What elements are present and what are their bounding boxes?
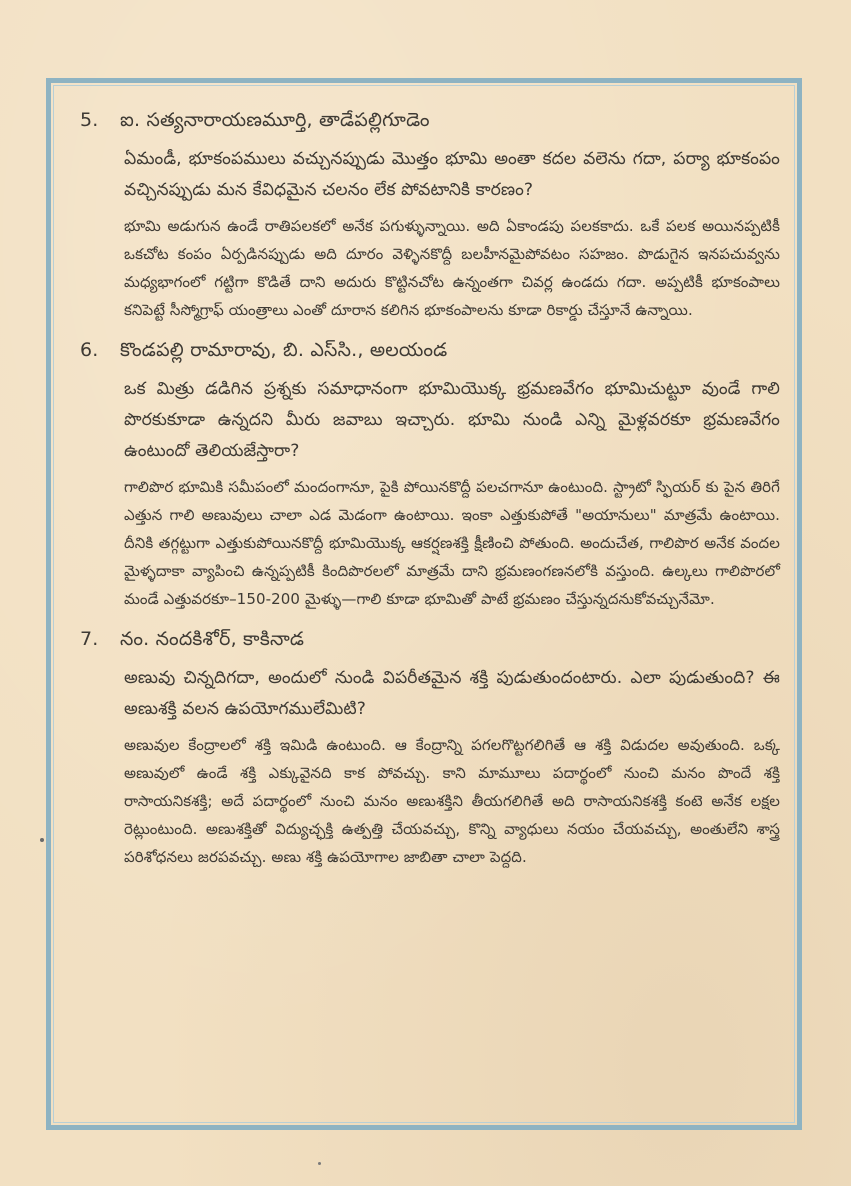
question-number: 7. [80,628,99,650]
question-text: అణువు చిన్నదిగదా, అందులో నుండి విపరీతమైన శక్తి పుడుతుందంటారు. ఎలా పుడుతుంది? ఈ అణుశక్తి వలన ఉపయోగములేమిటి? [124,668,780,719]
qa-column [80,106,780,883]
qa-item-5 [80,106,780,324]
question-text: ఏమండీ, భూకంపములు వచ్చునప్పుడు మొత్తం భూమి అంతా కదల వలెను గదా, పర్యా భూకంపం వచ్చినప్పుడు మన కేవిధమైన చలనం లేక పోవటానికి కారణం? [124,149,780,200]
question-number: 5. [80,109,99,131]
speck [40,838,44,842]
question-text: ఒక మిత్రు డడిగిన ప్రశ్నకు సమాధానంగా భూమియొక్క భ్రమణవేగం భూమిచుట్టూ వుండే గాలి పొరకుకూడా ఉన్నదని మీరు జవాబు ఇచ్చారు. భూమి నుండి ఎన్ని మైళ్లవరకూ భ్రమణవేగం ఉంటుందో తెలియజేస్తారా? [124,379,780,461]
answer-text: గాలిపొర భూమికి సమీపంలో మందంగానూ, పైకి పోయినకొద్దీ పలచగానూ ఉంటుంది. స్ట్రాటో స్ఫియర్ కు పైన తిరిగే ఎత్తున గాలి అణువులు చాలా ఎడ మెడంగా ఉంటాయి. ఇంకా ఎత్తుకుపోతే "అయానులు" మాత్రమే ఉంటాయి. దీనికి తగ్గట్టుగా ఎత్తుకుపోయినకొద్దీ భూమియొక్క ఆకర్షణశక్తి క్షీణించి పోతుంది. అందుచేత, గాలిపొర అనేక వందల మైళ్ళదాకా వ్యాపించి ఉన్నప్పటికీ కిందిపొరలలో మాత్రమే దాని భ్రమణంగణనలోకి వస్తుంది. ఉల్కలు గాలిపొరలో మండే ఎత్తువరకూ–150-200 మైళ్ళు—గాలి కూడా భూమితో పాటే భ్రమణం చేస్తున్నదనుకోవచ్చునేమో. [124,478,780,608]
asker-name: ఐ. సత్యనారాయణమూర్తి, తాడేపల్లిగూడెం [120,109,430,131]
asker-name: కొండపల్లి రామారావు, బి. ఎస్‌సి., అలయండ [120,339,448,361]
question-header [80,336,780,364]
answer-text: భూమి అడుగున ఉండే రాతిపలకలో అనేక పగుళ్ళున్నాయి. అది ఏకాండపు పలకకాదు. ఒకే పలక అయినప్పటికీ ఒకచోట కంపం ఏర్పడినప్పుడు అది దూరం వెళ్ళినకొద్దీ బలహీనమైపోవటం సహజం. పొడుగైన ఇనపచువ్వను మధ్యభాగంలో గట్టిగా కొడితే దాని అదురు కొట్టినచోట ఉన్నంతగా చివర్ల ఉండదు గదా. అప్పటికీ భూకంపాలు కనిపెట్టే సీస్మోగ్రాఫ్ యంత్రాలు ఎంతో దూరాన కలిగిన భూకంపాలను కూడా రికార్డు చేస్తూనే ఉన్నాయి. [124,217,780,319]
question-header [80,625,780,653]
question-number: 6. [80,339,99,361]
qa-item-7 [80,625,780,871]
qa-item-6 [80,336,780,613]
asker-name: నం. నందకిశోర్, కాకినాడ [120,628,305,650]
speck [318,1162,321,1165]
answer-text: అణువుల కేంద్రాలలో శక్తి ఇమిడి ఉంటుంది. ఆ కేంద్రాన్ని పగలగొట్టగలిగితే ఆ శక్తి విడుదల అవుతుంది. ఒక్క అణువులో ఉండే శక్తి ఎక్కువైనది కాక పోవచ్చు. కాని మామూలు పదార్థంలో నుంచి మనం పొందే శక్తి రాసాయనికశక్తి; అదే పదార్థంలో నుంచి మనం అణుశక్తిని తీయగలిగితే అది రాసాయనికశక్తి కంటె అనేక లక్షల రెట్లుంటుంది. అణుశక్తితో విద్యుచ్ఛక్తి ఉత్పత్తి చేయవచ్చు, కొన్ని వ్యాధులు నయం చేయవచ్చు, అంతులేని శాస్త్ర పరిశోధనలు జరపవచ్చు. అణు శక్తి ఉపయోగాల జాబితా చాలా పెద్దది. [124,736,780,866]
question-header [80,106,780,134]
